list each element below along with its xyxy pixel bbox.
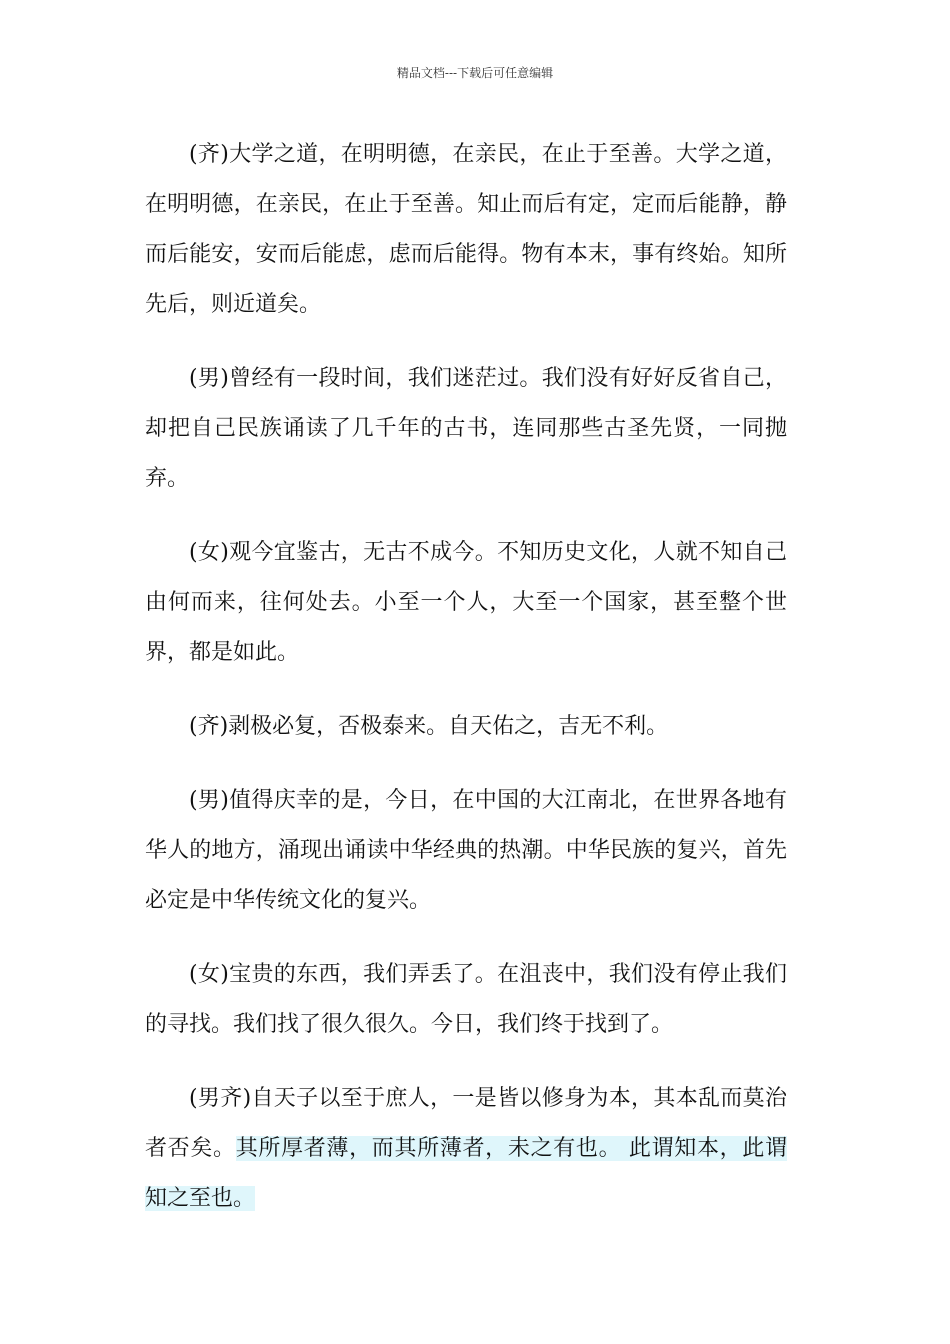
paragraph-1 — [145, 130, 787, 330]
paragraph-5 — [145, 776, 787, 926]
document-body — [145, 130, 787, 1248]
paragraph-6 — [145, 950, 787, 1050]
paragraph-5-text: (男)值得庆幸的是，今日，在中国的大江南北，在世界各地有华人的地方，涌现出诵读中华经典的热潮。中华民族的复兴，首先必定是中华传统文化的复兴。 — [145, 788, 787, 913]
paragraph-4-text: (齐)剥极必复，否极泰来。自天佑之，吉无不利。 — [189, 714, 669, 739]
paragraph-3-text: (女)观今宜鉴古，无古不成今。不知历史文化，人就不知自己由何而来，往何处去。小至一个人，大至一个国家，甚至整个世界，都是如此。 — [145, 540, 787, 665]
paragraph-2 — [145, 354, 787, 504]
highlighted-text: 其所厚者薄，而其所薄者，未之有也。 此谓知本，此谓知之至也。 — [145, 1136, 787, 1211]
page-header: 精品文档---下载后可任意编辑 — [396, 66, 554, 80]
paragraph-6-text: (女)宝贵的东西，我们弄丢了。在沮丧中，我们没有停止我们的寻找。我们找了很久很久。今日，我们终于找到了。 — [145, 962, 787, 1037]
paragraph-4 — [145, 702, 787, 752]
paragraph-7 — [145, 1074, 787, 1224]
paragraph-3 — [145, 528, 787, 678]
paragraph-7-text: (男齐)自天子以至于庶人，一是皆以修身为本，其本乱而莫治者否矣。 — [145, 1086, 787, 1161]
paragraph-2-text: (男)曾经有一段时间，我们迷茫过。我们没有好好反省自己，却把自己民族诵读了几千年的古书，连同那些古圣先贤，一同抛弃。 — [145, 366, 787, 491]
paragraph-1-text: (齐)大学之道，在明明德，在亲民，在止于至善。大学之道，在明明德，在亲民，在止于至善。知止而后有定，定而后能静，静而后能安，安而后能虑，虑而后能得。物有本末，事有终始。知所先后，则近道矣。 — [145, 142, 787, 317]
